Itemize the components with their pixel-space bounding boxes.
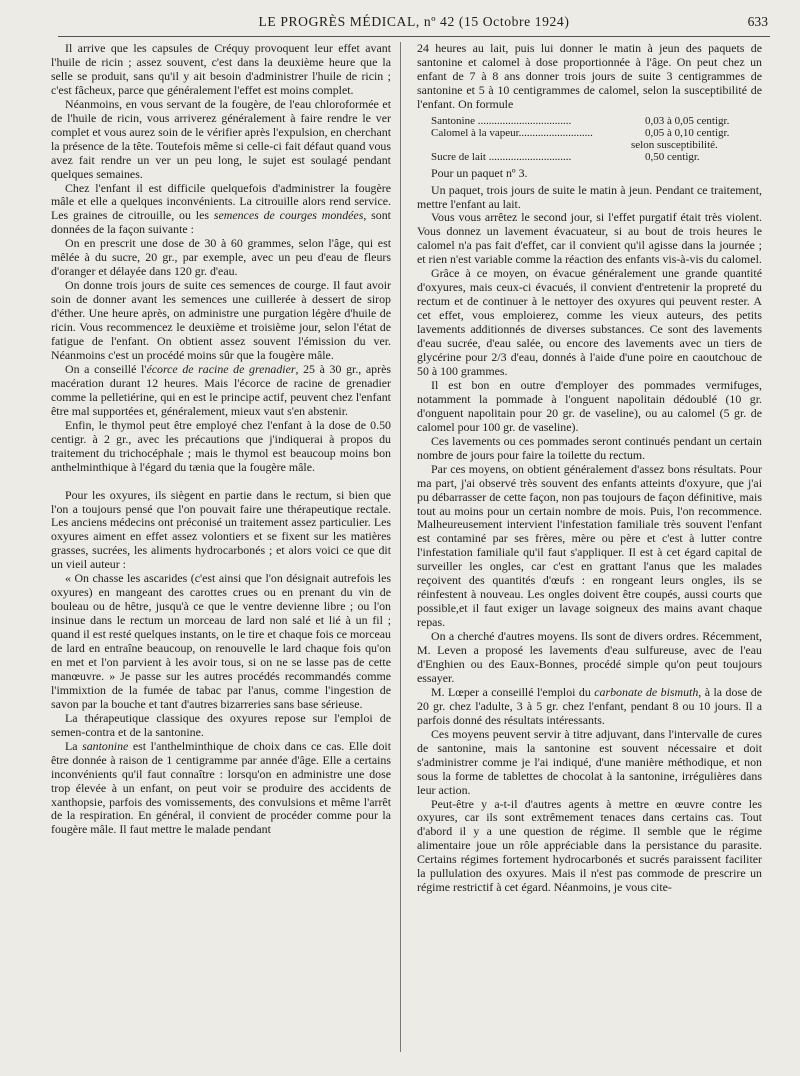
formula-dose-note: selon susceptibilité. <box>631 139 718 152</box>
formula-ingredient: Sucre de lait .............................. <box>431 151 572 164</box>
paragraph: 24 heures au lait, puis lui donner le matin à jeun des paquets de santonine et calomel à dose proportionnée à l'âge. On peut chez un enfant de 7 à 8 ans donner trois jours de suite 3 centigrammes de santonine et 5 à 10 centigrammes de calomel, selon la susceptibilité de l'enfant. On formule <box>417 41 762 111</box>
paragraph: Ces lavements ou ces pommades seront continués pendant un certain nombre de jours pour faire la toilette du rectum. <box>417 433 762 462</box>
formula-row <box>417 151 762 163</box>
right-column <box>417 42 762 895</box>
formula-row <box>417 115 762 127</box>
paragraph: Chez l'enfant il est difficile quelquefois d'administrer la fougère mâle et elle a quelques inconvénients. La citrouille alors rend service. Les graines de citrouille, ou les semences de courges mondées, sont données de la façon suivante : <box>51 180 391 237</box>
formula-dose: 0,05 à 0,10 centigr. <box>645 126 730 139</box>
paragraph: Néanmoins, en vous servant de la fougère, de l'eau chloroformée et de l'huile de ricin, vous arriverez généralement à faire rendre le ver complet et vous aurez soin de le vérifier après l'expulsion, en cherchant la présence de la tête. Toutefois même si celle-ci fait défaut quand vous avez fait rendre un ver un peu long, le sujet est soulagé pendant quelques semaines. <box>51 96 391 181</box>
prescription-formula <box>417 115 762 164</box>
paragraph: On a conseillé l'écorce de racine de grenadier, 25 à 30 gr., après macération durant 12 heures. Mais l'écorce de racine de grenadier comme la pelletiérine, qui en est le principe actif, peuvent chez l'enfant être mal supportées et, généralement, mieux vaut s'en abstenir. <box>51 361 391 418</box>
formula-ingredient: Calomel à la vapeur........................... <box>431 126 593 139</box>
page-number: 633 <box>747 14 768 29</box>
formula-dose: 0,03 à 0,05 centigr. <box>645 114 730 127</box>
paragraph: La thérapeutique classique des oxyures repose sur l'emploi de semen-contra et de la santonine. <box>51 710 391 739</box>
formula-note: Pour un paquet nº 3. <box>431 165 528 180</box>
column-divider <box>400 42 401 1052</box>
paragraph: On a cherché d'autres moyens. Ils sont de divers ordres. Récemment, M. Leven a proposé les lavements d'eau sulfureuse, avec de l'eau d'Enghien ou des Eaux-Bonnes, procédé simple qu'on peut toujours essayer. <box>417 629 762 685</box>
formula-ingredient: Santonine .................................. <box>431 114 572 127</box>
paragraph: Il arrive que les capsules de Créquy provoquent leur effet avant l'huile de ricin ; assez souvent, c'est dans la deuxième heure que la selle se produit, sans qu'il y ait besoin d'administrer l'huile de ricin ; c'est fâcheux, parce que généralement l'effet est moins complet. <box>51 41 391 97</box>
paragraph: Il est bon en outre d'employer des pommades vermifuges, notamment la pommade à l'onguent napolitain dédoublé (10 gr. d'onguent napolitain pour 20 gr. de vaseline), ou au calomel (5 gr. de calomel pour 100 gr. de vaseline). <box>417 377 762 434</box>
quotation-paragraph: « On chasse les ascarides (c'est ainsi que l'on désignait autrefois les oxyures) en mangeant des carottes crues ou en prenant du vin de bouleau ou de hêtre, jusqu'à ce que le ventre devienne libre ; ou l'on insinue dans le rectum un morceau de lard non salé et lié à un fil ; quand il est resté quelques instants, on le tire et chaque fois ce morceau de lard en entraîne beaucoup, on renouvelle le lard chaque fois qu'on en met et l'on parvient à les avoir tous, si on ne se lasse pas de cette manœuvre. » Je passe sur les autres procédés recommandés comme l'immixtion de la fumée de tabac par l'anus, comme l'ingestion de savon par la bouche et tant d'autres bizarreries sans base sérieuse. <box>51 571 391 711</box>
formula-dose: 0,50 centigr. <box>645 151 700 164</box>
paragraph: Ces moyens peuvent servir à titre adjuvant, dans l'intervalle de cures de santonine, mais la santonine est souvent nécessaire et doit s'administrer comme je l'ai indiqué, d'une manière méthodique, et non sous la forme de tablettes de chocolat à la santonine, irrégulières dans leur action. <box>417 726 762 797</box>
paragraph: Enfin, le thymol peut être employé chez l'enfant à la dose de 0.50 centigr. à 2 gr., avec les précautions que j'indiquerai à propos du traitement du trichocéphale ; mais le thymol est beaucoup moins bon anthelminthique à l'égard du tænia que la fougère mâle. <box>51 417 391 474</box>
running-header <box>60 14 768 36</box>
journal-title: LE PROGRÈS MÉDICAL, nº 42 (15 Octobre 1924) <box>258 14 570 29</box>
paragraph: On donne trois jours de suite ces semences de courge. Il faut avoir soin de donner avant les semences une cuillerée à dessert de sirop d'éther. Une heure après, on administre une purgation légère d'huile de ricin. Vous recommencez le deuxième et troisième jour, selon l'état de fatigue de l'enfant. On obtient assez souvent l'émission du ver. Néanmoins c'est un procédé moins sûr que la fougère mâle. <box>51 278 391 362</box>
header-rule <box>58 36 770 37</box>
paragraph: M. Lœper a conseillé l'emploi du carbonate de bismuth, à la dose de 20 gr. chez l'adulte, 3 à 5 gr. chez l'enfant, pendant 8 ou 10 jours. Il a parfois donné des résultats intéressants. <box>417 684 762 727</box>
paragraph: Pour les oxyures, ils siègent en partie dans le rectum, si bien que l'on a toujours pensé que l'on pouvait faire une thérapeutique rectale. Les anciens médecins ont préconisé un traitement assez particulier. Les oxyures aiment en effet assez volontiers et se fixent sur les matières grasses, sucrées, les aliments hydrocarbonés ; et alors voici ce que dit un vieil auteur : <box>51 487 391 572</box>
paragraph: Vous vous arrêtez le second jour, si l'effet purgatif était très violent. Vous donnez un lavement évacuateur, si au bout de trois heures le calomel n'a pas fait d'effet, car il convient qu'il agisse dans la journée ; et rien n'est variable comme la réaction des enfants vis-à-vis du calomel. <box>417 210 762 267</box>
left-column <box>51 42 391 837</box>
paragraph: Un paquet, trois jours de suite le matin à jeun. Pendant ce traitement, mettre l'enfant au lait. <box>417 182 762 211</box>
formula-row <box>417 127 762 139</box>
formula-row <box>417 139 762 151</box>
paragraph: On en prescrit une dose de 30 à 60 grammes, selon l'âge, qui est mêlée à du sucre, 20 gr., par exemple, avec un peu d'eau de fleurs d'oranger et délayée dans 120 gr. d'eau. <box>51 236 391 279</box>
paragraph: Par ces moyens, on obtient généralement d'assez bons résultats. Pour ma part, j'ai observé très souvent des enfants atteints d'oxyure, que j'ai pu débarrasser de cette façon, non pas toujours de façon définitive, mais tout au moins pour un certain nombre de mois. Puis, l'on recommence. Malheureusement intervient l'infestation familiale très souvent l'enfant est contaminé par ses frères, mère ou père et c'est à lutter contre l'infestation familiale qu'il faut s'appliquer. Il est à cet égard capital de surveiller les ongles, car c'est en grattant l'anus que les malades reçoivent des quantités d'œufs : en rongeant leurs ongles, ils se réinfestent à nouveau. Les ongles doivent être coupés, aussi courts que possible,et il faut exiger un lavage soigneux des mains avant chaque repas. <box>417 461 762 630</box>
paragraph: La santonine est l'anthelminthique de choix dans ce cas. Elle doit être donnée à raison de 1 centigramme par année d'âge. Elle a certains inconvénients qu'il faut connaître : lorsqu'on en administre une dose trop élevée à un enfant, on peut voir se produire des accidents de xanthopsie, parfois des vomissements, des convulsions et même l'arrêt de la respiration. En général, il convient de procéder comme pour la fougère mâle. Il faut mettre le malade pendant <box>51 738 391 837</box>
paragraph: Grâce à ce moyen, on évacue généralement une grande quantité d'oxyures, mais ceux-ci évacués, il convient d'entretenir la propreté du rectum et de continuer à le nettoyer des oxyures qui peuvent rester. A cet effet, vous emploierez, comme les vieux auteurs, des petits lavements additionnés de diverses substances. Ce sont des lavements d'eau sucrée, d'eau salée, ou encore des lavements avec un tiers de glycérine pour 2/3 d'eau, donnés à l'aide d'une poire en caoutchouc de 50 à 100 grammes. <box>417 266 762 378</box>
paragraph: Peut-être y a-t-il d'autres agents à mettre en œuvre contre les oxyures, car ils sont extrêmement tenaces dans certains cas. Tout d'abord il y a une question de régime. Il semble que le régime alimentaire joue un rôle appréciable dans la persistance du parasite. Certains régimes fortement hydrocarbonés et sucrés paraissent faciliter la pullulation des oxyures. Mais il n'est pas commode de prescrire un régime restrictif à cet égard. Néanmoins, je vous cite- <box>417 796 762 895</box>
